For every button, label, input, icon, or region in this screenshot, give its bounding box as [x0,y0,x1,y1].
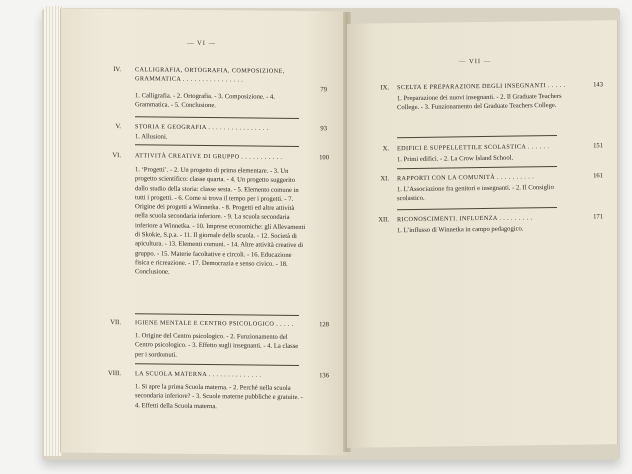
chapter-title: LA SCUOLA MATERNA . . . . . . . . . . . . . . [135,370,262,379]
chapter-number: VI. [112,152,121,160]
page-number: 93 [320,125,327,133]
toc-entry [367,212,607,239]
left-page [60,8,348,455]
divider [135,313,299,316]
toc-entry [367,171,607,208]
toc-entry [99,122,339,147]
page-number: 100 [319,154,329,162]
toc-entry [367,80,607,133]
page-number: 128 [319,321,329,329]
chapter-number: IX. [380,84,389,92]
chapter-sections: 1. Primi edifici. - 2. La Crow Island School. [397,154,514,164]
chapter-sections: 1. Preparazione dei nuovi insegnanti. - 2. Il Graduate Teachers College. - 3. Funzionamento del Graduate Teachers College. [397,92,562,112]
running-head: — VII — [459,57,492,66]
toc-entry [99,369,339,422]
chapter-title: ATTIVITÀ CREATIVE DI GRUPPO . . . . . . . . . . . [135,152,283,161]
chapter-sections: 1. L’influsso di Winnetka in campo pedagogico. [397,225,524,235]
running-head: — VI — [187,39,216,48]
toc-entry [99,151,339,314]
chapter-title: SCELTA E PREPARAZIONE DEGLI INSEGNANTI . . . . . [397,81,566,92]
chapter-number: XII. [378,216,389,224]
chapter-title: IGIENE MENTALE E CENTRO PSICOLOGICO . . . . . [135,319,294,328]
page-number: 143 [593,81,603,89]
chapter-title: STORIA E GEOGRAFIA . . . . . . . . . . . . . . . . [135,123,269,132]
toc-entry [99,65,339,118]
chapter-sections: 1. Allusioni. [135,133,168,141]
chapter-title: EDIFICI E SUPPELLETTILE SCOLASTICA . . . . . . [397,143,550,153]
page-number: 161 [593,172,603,180]
page-number: 136 [319,372,329,380]
chapter-number: XI. [380,175,389,183]
chapter-sections: 1. Si apre la prima Scuola materna. - 2. Perché nella scuola secondaria inferiore? - 3. Scuole materne pubbliche e gratuite. - 4. Effetti della Scuola materna. [135,383,303,410]
chapter-sections: 1. ‘Progetti’. - 2. Un progetto di prima elementare. - 3. Un progetto scientifico: classe quarta. - 4. Un progetto suggerito dallo studio della storia: classe sesta. - 5. Elemento comune in tutti i progetti. - 6. Come si trova il tempo per i progetti. - 7. Origine dei progetti a Winnetka. - 8. Progetti ed altre attività nella scuola secondaria inferiore. - 9. La scuola secondaria inferiore a Winnetka. - 10. Imprese economiche: gli Allevamenti di Skokie, S.p.a. - 11. Il giornale della scuola. - 12. Società di apicultura. - 13. Elementi comuni. - 14. Altre attività creative di gruppo. - 15. Materie facoltative e circoli. - 16. Educazione fisica e ricreazione. - 17. Democrazia e senso civico. - 18. Conclusione. [135,166,306,276]
chapter-number: V. [115,123,121,131]
chapter-sections: 1. Calligrafia. - 2. Ortografia. - 3. Composizione. - 4. Grammatica. - 5. Conclusione. [135,92,275,110]
chapter-number: VII. [110,319,121,327]
chapter-number: X. [382,145,389,153]
chapter-sections: 1. L’Associazione fra genitori e insegnanti. - 2. Il Consiglio scolastico. [397,184,554,203]
chapter-number: IV. [113,66,121,74]
page-number: 171 [593,213,603,221]
page-number: 79 [320,86,327,94]
right-page [347,20,618,448]
chapter-sections: 1. Origine del Centro psicologico. - 2. Funzionamento del Centro psicologico. - 3. Effetto sugli insegnanti. - 4. La classe per i sordomuti. [135,332,299,359]
divider [397,135,557,138]
page-number: 151 [593,142,603,150]
toc-entry [99,318,339,365]
chapter-title: RAPPORTI CON LA COMUNITÀ . . . . . . . . . . [397,173,535,183]
chapter-title: RICONOSCIMENTI. INFLUENZA . . . . . . . . . [397,214,533,224]
toc-entry [367,141,607,168]
chapter-number: VIII. [108,369,121,378]
chapter-title: CALLIGRAFIA, ORTOGRAFIA, COMPOSIZIONE, GRAMMATICA . . . . . . . . . . . . . . . . [135,66,285,84]
